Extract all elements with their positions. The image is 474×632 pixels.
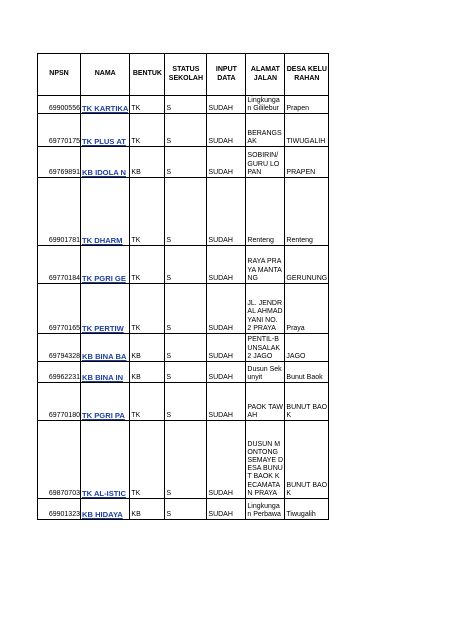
cell-input: SUDAH (207, 362, 246, 383)
table-row (38, 178, 329, 246)
cell-bentuk: TK (130, 246, 165, 284)
cell-npsn: 69770165 (38, 284, 81, 334)
cell-bentuk: TK (130, 114, 165, 147)
header-desa: DESA KELURAHAN (285, 54, 329, 96)
school-name-link[interactable]: TK PGRI PA (82, 411, 125, 420)
cell-desa: PRAPEN (285, 147, 329, 178)
cell-npsn: 69901781 (38, 178, 81, 246)
cell-input: SUDAH (207, 499, 246, 520)
cell-input: SUDAH (207, 421, 246, 499)
cell-desa: Prapen (285, 96, 329, 114)
cell-alamat: PAOK TAWAH (246, 383, 285, 421)
cell-status: S (165, 246, 207, 284)
school-name-link[interactable]: KB BINA BA (82, 352, 127, 361)
cell-status: S (165, 362, 207, 383)
cell-input: SUDAH (207, 96, 246, 114)
school-name-link[interactable]: TK PGRI GE (82, 274, 126, 283)
cell-input: SUDAH (207, 334, 246, 362)
cell-bentuk: TK (130, 178, 165, 246)
cell-bentuk: TK (130, 383, 165, 421)
cell-status: S (165, 96, 207, 114)
school-name-link[interactable]: KB BINA IN (82, 373, 124, 382)
header-bentuk: BENTUK (130, 54, 165, 96)
cell-desa: Bunut Baok (285, 362, 329, 383)
header-status: STATUS SEKOLAH (165, 54, 207, 96)
cell-bentuk: KB (130, 334, 165, 362)
cell-bentuk: KB (130, 362, 165, 383)
cell-alamat: JL. JENDRAL AHMAD YANI NO. 2 PRAYA (246, 284, 285, 334)
cell-bentuk: KB (130, 147, 165, 178)
table-row (38, 246, 329, 284)
school-name-link[interactable]: TK PLUS AT (82, 137, 126, 146)
table-row (38, 383, 329, 421)
cell-alamat: DUSUN MONTONG SEMAYE DESA BUNUT BAOK KECAMATAN PRAYA (246, 421, 285, 499)
header-input: INPUT DATA (207, 54, 246, 96)
table-row (38, 96, 329, 114)
cell-bentuk: TK (130, 421, 165, 499)
cell-alamat: RAYA PRAYA MANTANG (246, 246, 285, 284)
cell-alamat: Dusun Sekunyit (246, 362, 285, 383)
cell-bentuk: TK (130, 284, 165, 334)
cell-input: SUDAH (207, 178, 246, 246)
school-name-link[interactable]: TK DHARM (82, 236, 123, 245)
cell-npsn: 69900556 (38, 96, 81, 114)
school-data-table (37, 53, 329, 520)
cell-alamat: Lingkungan Perbawa (246, 499, 285, 520)
cell-npsn: 69794328 (38, 334, 81, 362)
cell-npsn: 69770175 (38, 114, 81, 147)
cell-desa: TIWUGALIH (285, 114, 329, 147)
table-row (38, 362, 329, 383)
cell-status: S (165, 147, 207, 178)
cell-desa: BUNUT BAOK (285, 421, 329, 499)
cell-input: SUDAH (207, 284, 246, 334)
cell-desa: BUNUT BAOK (285, 383, 329, 421)
table-row (38, 147, 329, 178)
school-name-link[interactable]: KB HIDAYA (82, 510, 123, 519)
table-row (38, 284, 329, 334)
cell-desa: Renteng (285, 178, 329, 246)
cell-input: SUDAH (207, 383, 246, 421)
cell-status: S (165, 383, 207, 421)
cell-status: S (165, 114, 207, 147)
table-row (38, 421, 329, 499)
table-row (38, 499, 329, 520)
cell-desa: GERUNUNG (285, 246, 329, 284)
cell-npsn: 69962231 (38, 362, 81, 383)
school-name-link[interactable]: TK AL-ISTIC (82, 489, 127, 498)
cell-input: SUDAH (207, 114, 246, 147)
cell-status: S (165, 334, 207, 362)
header-nama: NAMA (81, 54, 130, 96)
cell-input: SUDAH (207, 246, 246, 284)
cell-bentuk: KB (130, 499, 165, 520)
cell-status: S (165, 499, 207, 520)
cell-npsn: 69770184 (38, 246, 81, 284)
cell-alamat: SOBIRIN/ GURU LOPAN (246, 147, 285, 178)
cell-alamat: Lingkungan Gililebur (246, 96, 285, 114)
cell-bentuk: TK (130, 96, 165, 114)
cell-status: S (165, 421, 207, 499)
school-name-link[interactable]: TK PERTIW (82, 324, 124, 333)
cell-input: SUDAH (207, 147, 246, 178)
cell-npsn: 69901323 (38, 499, 81, 520)
cell-alamat: PENTIL-BUNSALAK 2 JAGO (246, 334, 285, 362)
cell-alamat: Renteng (246, 178, 285, 246)
cell-desa: JAGO (285, 334, 329, 362)
cell-alamat: BERANGSAK (246, 114, 285, 147)
header-alamat: ALAMAT JALAN (246, 54, 285, 96)
table-row (38, 334, 329, 362)
cell-status: S (165, 284, 207, 334)
cell-desa: Tiwugalih (285, 499, 329, 520)
header-row (38, 54, 329, 96)
cell-desa: Praya (285, 284, 329, 334)
cell-status: S (165, 178, 207, 246)
cell-npsn: 69870703 (38, 421, 81, 499)
school-name-link[interactable]: TK KARTIKA (82, 104, 129, 113)
header-npsn: NPSN (38, 54, 81, 96)
table-row (38, 114, 329, 147)
cell-npsn: 69770180 (38, 383, 81, 421)
school-name-link[interactable]: KB IDOLA N (82, 168, 127, 177)
cell-npsn: 69769891 (38, 147, 81, 178)
